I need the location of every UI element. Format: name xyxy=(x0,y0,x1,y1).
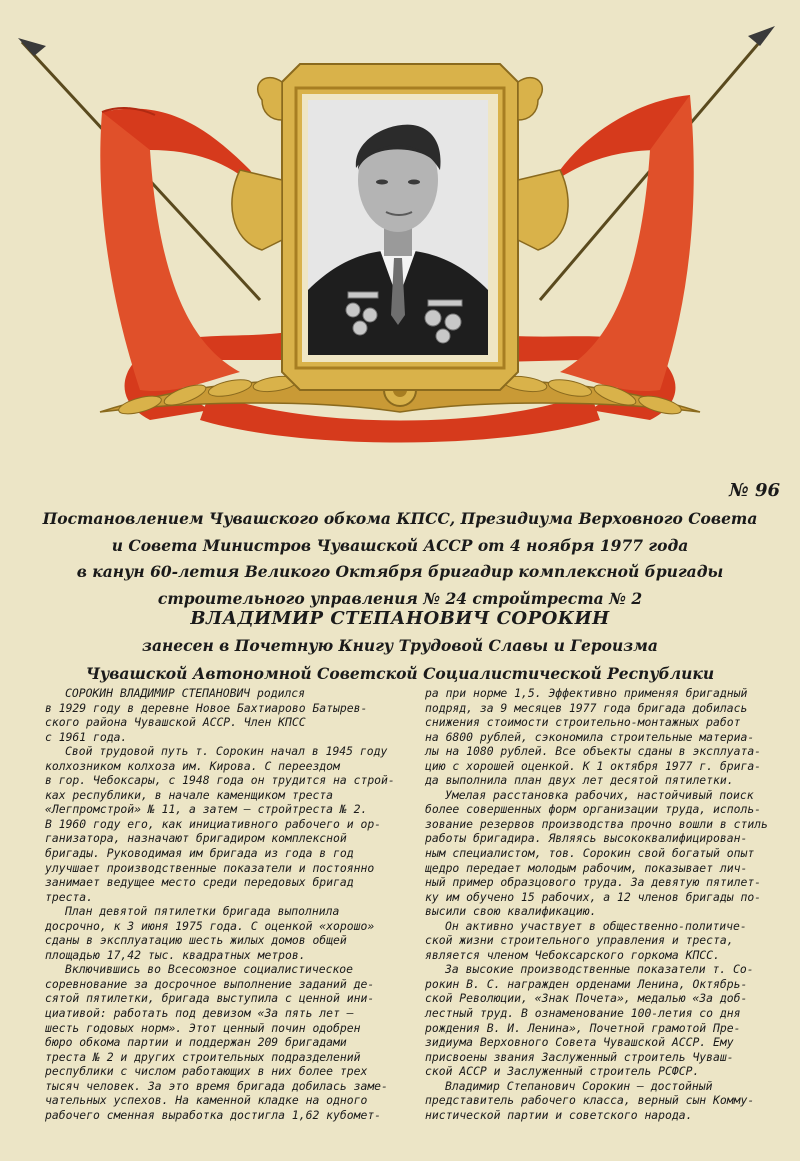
biography-line: с 1961 года. xyxy=(45,729,128,744)
biography-line: ской Революции, «Знак Почета», медалью «За доб- xyxy=(425,991,748,1006)
biography-line: представитель рабочего класса, верный сын Комму- xyxy=(425,1093,755,1108)
biography-line: снижения стоимости строительно-монтажных работ xyxy=(425,715,741,730)
biography-line: лы на 1080 рублей. Все объекты сданы в эксплуата- xyxy=(425,744,762,759)
biography-line: сданы в эксплуатацию шесть жилых домов общей xyxy=(45,933,347,948)
biography-line: ского района Чувашской АССР. Член КПСС xyxy=(45,715,306,730)
biography-line: высили свою квалификацию. xyxy=(425,904,597,919)
biography-line: За высокие производственные показатели т. Со- xyxy=(445,962,754,977)
biography-line: площадью 17,42 тыс. квадратных метров. xyxy=(45,947,306,962)
biography-line: треста. xyxy=(45,889,94,904)
biography-line: в гор. Чебоксары, с 1948 года он трудится на строй- xyxy=(45,773,395,788)
biography-line: является членом Чебоксарского горкома КПСС. xyxy=(425,947,720,962)
biography-line: да выполнила план двух лет десятой пятилетки. xyxy=(425,773,734,788)
biography-line: бригады. Руководимая им бригада из года в год xyxy=(45,846,354,861)
biography-line: нистической партии и советского народа. xyxy=(425,1107,693,1122)
biography-line: ра при норме 1,5. Эффективно применяя бригадный xyxy=(425,686,748,700)
honoree-name: ВЛАДИМИР СТЕПАНОВИЧ СОРОКИН xyxy=(190,608,610,629)
biography-line: в 1929 году в деревне Новое Бахтиарово Батырев- xyxy=(45,700,368,715)
biography-line: рождения В. И. Ленина», Почетной грамотой Пре- xyxy=(425,1020,741,1035)
biography-line: треста № 2 и других строительных подразделений xyxy=(45,1049,361,1064)
biography-line: Умелая расстановка рабочих, настойчивый поиск xyxy=(445,787,754,802)
entered-line: занесен в Почетную Книгу Трудовой Славы и Героизма xyxy=(142,636,658,655)
biography-line: цию с хорошей оценкой. К 1 октября 1977 г. брига- xyxy=(425,758,762,773)
biography-line: занимает ведущее место среди передовых бригад xyxy=(45,875,354,890)
biography-line: циативой: работать под девизом «За пять лет — xyxy=(45,1006,354,1021)
biography-line: ку им обучено 15 рабочих, а 12 членов бригады по- xyxy=(425,889,762,904)
biography-line: рокин В. С. награжден орденами Ленина, Октябрь- xyxy=(425,976,748,991)
biography-line: бюро обкома партии и поддержан 209 бригадами xyxy=(45,1035,347,1050)
biography-line: ганизатора, назначают бригадиром комплексной xyxy=(45,831,347,846)
biography-line: «Легпромстрой» № 11, а затем — стройтреста № 2. xyxy=(45,802,368,817)
decree-heading xyxy=(40,506,760,612)
biography-line: ным специалистом, тов. Сорокин свой богатый опыт xyxy=(425,846,755,861)
entered-statement xyxy=(40,632,760,688)
decree-line: и Совета Министров Чувашской АССР от 4 ноября 1977 года xyxy=(111,535,689,555)
biography-line: План девятой пятилетки бригада выполнила xyxy=(65,904,340,919)
biography-line: чательных успехов. На каменной кладке на одного xyxy=(45,1093,368,1108)
biography-line: работы бригадира. Являясь высококвалифицирован- xyxy=(425,831,748,846)
biography-line: ской АССР и Заслуженный строитель РСФСР. xyxy=(425,1064,700,1079)
biography-line: ках республики, в начале каменщиком треста xyxy=(45,787,334,802)
biography-line: Владимир Степанович Сорокин — достойный xyxy=(445,1078,713,1093)
biography-line: зидиума Верховного Совета Чувашской АССР. Ему xyxy=(425,1035,734,1050)
biography-line: рабочего сменная выработка достигла 1,62 кубомет- xyxy=(45,1107,382,1122)
biography-line: подряд, за 9 месяцев 1977 года бригада добилась xyxy=(425,700,748,715)
biography-line: республики с числом работающих в них более трех xyxy=(45,1064,368,1079)
decree-line: строительного управления № 24 стройтреста № 2 xyxy=(157,588,643,608)
biography-line: СОРОКИН ВЛАДИМИР СТЕПАНОВИЧ родился xyxy=(65,686,306,700)
biography-line: ный пример образцового труда. За девятую пятилет- xyxy=(425,875,762,890)
biography-line: на 6800 рублей, сэкономила строительные материа- xyxy=(425,729,755,744)
biography-line: Включившись во Всесоюзное социалистическое xyxy=(65,962,354,977)
biography-line: зование резервов производства прочно вошли в стиль xyxy=(425,816,768,831)
biography-line: тысяч человек. За это время бригада добилась заме- xyxy=(45,1078,388,1093)
biography-line: улучшает производственные показатели и постоянно xyxy=(45,860,375,875)
portrait-photo xyxy=(308,100,488,355)
biography-line: присвоены звания Заслуженный строитель Чуваш- xyxy=(425,1049,734,1064)
biography-line: ской жизни строительного управления и треста, xyxy=(425,933,734,948)
biography-line: лестный труд. В ознаменование 100-летия со дня xyxy=(425,1006,741,1021)
biography-line: колхозником колхоза им. Кирова. С переездом xyxy=(45,758,340,773)
entered-line: Чувашской Автономной Советской Социалистической Республики xyxy=(85,664,715,683)
biography-left-column xyxy=(45,686,395,1122)
biography-line: Свой трудовой путь т. Сорокин начал в 1945 году xyxy=(65,744,388,759)
decree-line: в канун 60-летия Великого Октября бригадир комплексной бригады xyxy=(76,562,724,581)
biography-line: более совершенных форм организации труда, исполь- xyxy=(425,802,762,817)
biography-line: соревнование за досрочное выполнение заданий де- xyxy=(45,976,375,991)
decree-line: Постановлением Чувашского обкома КПСС, Президиума Верховного Совета xyxy=(42,509,758,528)
biography-line: сятой пятилетки, бригада выступила с ценной ини- xyxy=(45,991,375,1006)
biography-line: щедро передает молодым рабочим, показывает лич- xyxy=(425,860,748,875)
biography-line: досрочно, к 3 июня 1975 года. С оценкой «хорошо» xyxy=(45,918,375,933)
biography-right-column xyxy=(425,686,775,1122)
biography-line: Он активно участвует в общественно-политиче- xyxy=(445,918,747,933)
issue-number: № 96 xyxy=(729,480,780,501)
biography-line: В 1960 году его, как инициативного рабочего и ор- xyxy=(45,816,382,831)
biography-line: шесть годовых норм». Этот ценный почин одобрен xyxy=(45,1020,361,1035)
